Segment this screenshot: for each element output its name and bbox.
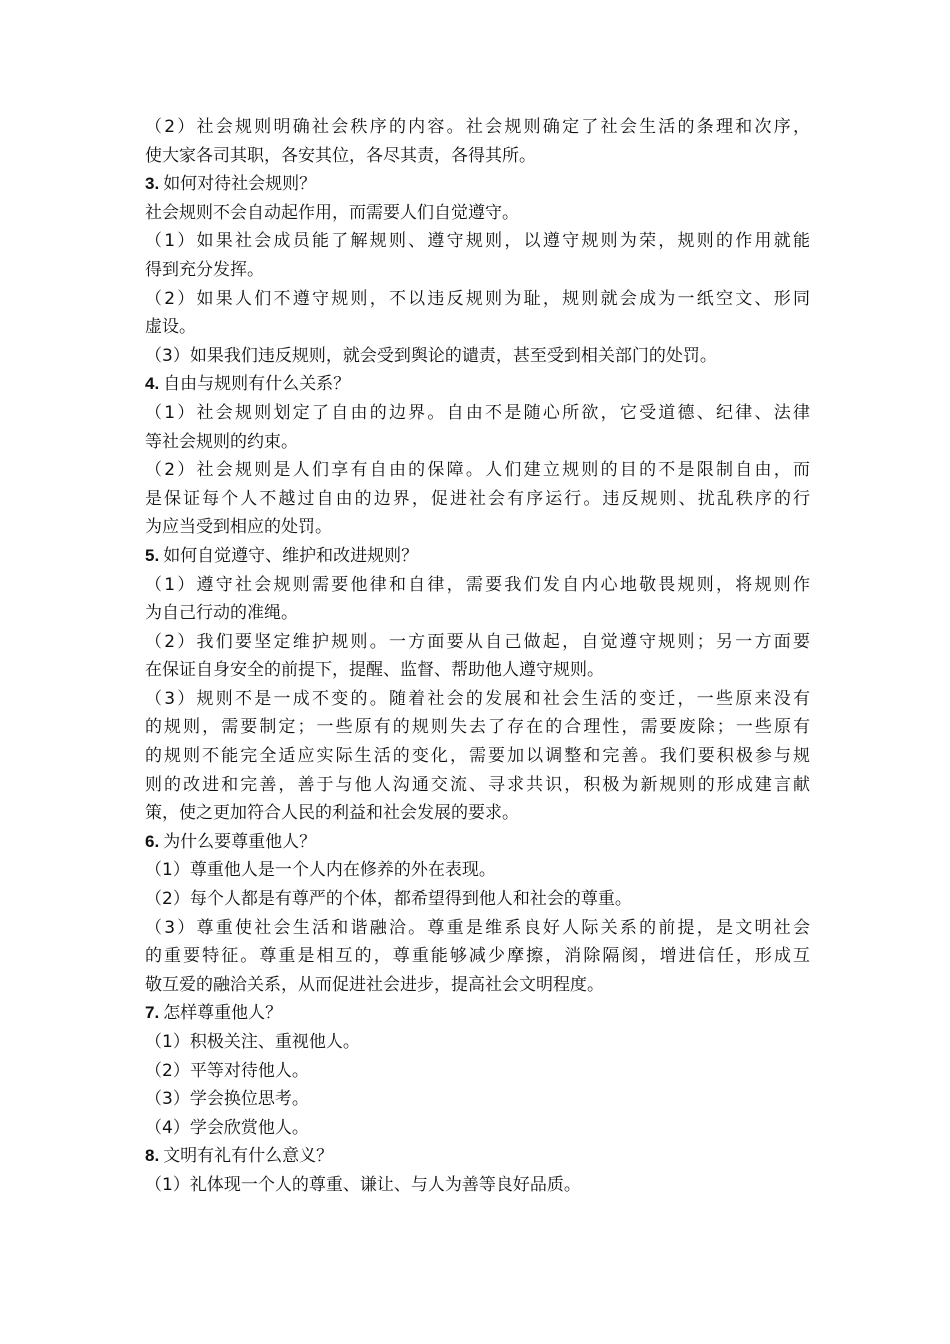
line-text: （2）如果人们不遵守规则，不以违反规则为耻，规则就会成为一纸空文、形同 xyxy=(145,288,810,309)
line-text: （2）每个人都是有尊严的个体，都希望得到他人和社会的尊重。 xyxy=(145,889,632,910)
line-text: （1）如果社会成员能了解规则、遵守规则，以遵守规则为荣，规则的作用就能 xyxy=(145,231,810,252)
text-line xyxy=(145,971,810,1000)
text-line xyxy=(145,799,810,828)
text-line xyxy=(145,942,810,971)
text-line xyxy=(145,856,810,885)
text-line xyxy=(145,914,810,943)
line-text: 为应当受到相应的处罚。 xyxy=(145,517,332,538)
heading-number: 3. xyxy=(145,174,160,194)
line-text: （4）学会欣赏他人。 xyxy=(145,1117,309,1138)
question-heading xyxy=(145,828,810,857)
line-text: （1）社会规则划定了自由的边界。自由不是随心所欲，它受道德、纪律、法律 xyxy=(145,402,810,423)
text-line xyxy=(145,713,810,742)
heading-text: 自由与规则有什么关系？ xyxy=(163,374,351,395)
heading-number: 4. xyxy=(145,374,160,394)
line-text: 在保证自身安全的前提下，提醒、监督、帮助他人遵守规则。 xyxy=(145,660,604,681)
text-line xyxy=(145,628,810,657)
line-text: （2）社会规则明确社会秩序的内容。社会规则确定了社会生活的条理和次序， xyxy=(145,117,810,137)
line-text: 的规则，需要制定；一些原有的规则失去了存在的合理性，需要废除；一些原有 xyxy=(145,717,810,738)
text-line xyxy=(145,885,810,914)
line-text: 社会规则不会自动起作用，而需要人们自觉遵守。 xyxy=(145,202,519,223)
line-text: （1）礼体现一个人的尊重、谦让、与人为善等良好品质。 xyxy=(145,1174,581,1195)
line-text: （3）尊重使社会生活和谐融洽。尊重是维系良好人际关系的前提，是文明社会 xyxy=(145,917,810,938)
text-line xyxy=(145,656,810,685)
text-line xyxy=(145,513,810,542)
question-heading xyxy=(145,542,810,571)
line-text: 得到充分发挥。 xyxy=(145,259,264,280)
heading-number: 5. xyxy=(145,545,160,565)
heading-number: 8. xyxy=(145,1146,160,1166)
text-line xyxy=(145,313,810,342)
line-text: 使大家各司其职，各安其位，各尽其责，各得其所。 xyxy=(145,145,536,166)
line-text: 为自己行动的准绳。 xyxy=(145,603,298,624)
heading-text: 如何对待社会规则？ xyxy=(163,174,317,195)
text-line xyxy=(145,685,810,714)
text-line xyxy=(145,1171,810,1200)
line-text: （1）遵守社会规则需要他律和自律，需要我们发自内心地敬畏规则，将规则作 xyxy=(145,574,810,595)
heading-number: 7. xyxy=(145,1003,160,1023)
document-body xyxy=(145,113,810,1200)
text-line xyxy=(145,771,810,800)
question-heading xyxy=(145,1142,810,1171)
text-line xyxy=(145,1057,810,1086)
line-text: 的规则不能完全适应实际生活的变化，需要加以调整和完善。我们要积极参与规 xyxy=(145,746,810,767)
text-line xyxy=(145,1028,810,1057)
line-text: 是保证每个人不越过自由的边界，促进社会有序运行。违反规则、扰乱秩序的行 xyxy=(145,488,810,509)
question-heading xyxy=(145,370,810,399)
heading-text: 文明有礼有什么意义？ xyxy=(163,1146,334,1167)
text-line xyxy=(145,485,810,514)
text-line xyxy=(145,428,810,457)
question-heading xyxy=(145,999,810,1028)
text-line xyxy=(145,1085,810,1114)
line-text: （2）我们要坚定维护规则。一方面要从自己做起，自觉遵守规则；另一方面要 xyxy=(145,631,810,652)
line-text: （2）平等对待他人。 xyxy=(145,1060,309,1081)
text-line xyxy=(145,199,810,228)
line-text: 则的改进和完善，善于与他人沟通交流、寻求共识，积极为新规则的形成建言献 xyxy=(145,774,810,795)
line-text: 敬互爱的融洽关系，从而促进社会进步，提高社会文明程度。 xyxy=(145,974,604,995)
text-line xyxy=(145,1114,810,1143)
heading-text: 为什么要尊重他人？ xyxy=(163,831,317,852)
text-line xyxy=(145,399,810,428)
text-line xyxy=(145,285,810,314)
text-line xyxy=(145,456,810,485)
line-text: 策，使之更加符合人民的利益和社会发展的要求。 xyxy=(145,803,519,824)
line-text: （1）积极关注、重视他人。 xyxy=(145,1032,360,1052)
line-text: （1）尊重他人是一个人内在修养的外在表现。 xyxy=(145,860,496,881)
heading-number: 6. xyxy=(145,831,160,851)
heading-text: 怎样尊重他人？ xyxy=(163,1003,283,1024)
question-heading xyxy=(145,170,810,199)
line-text: （2）社会规则是人们享有自由的保障。人们建立规则的目的不是限制自由，而 xyxy=(145,460,810,481)
line-text: 等社会规则的约束。 xyxy=(145,431,298,452)
heading-text: 如何自觉遵守、维护和改进规则？ xyxy=(163,545,419,566)
line-text: （3）规则不是一成不变的。随着社会的发展和社会生活的变迁，一些原来没有 xyxy=(145,688,810,709)
text-line xyxy=(145,599,810,628)
line-text: 的重要特征。尊重是相互的，尊重能够减少摩擦，消除隔阂，增进信任，形成互 xyxy=(145,946,810,967)
text-line xyxy=(145,342,810,371)
line-text: （3）如果我们违反规则，就会受到舆论的谴责，甚至受到相关部门的处罚。 xyxy=(145,345,717,366)
line-text: （3）学会换位思考。 xyxy=(145,1089,309,1110)
text-line xyxy=(145,113,810,142)
text-line xyxy=(145,256,810,285)
text-line xyxy=(145,571,810,600)
line-text: 虚设。 xyxy=(145,317,196,338)
text-line xyxy=(145,227,810,256)
text-line xyxy=(145,742,810,771)
text-line xyxy=(145,142,810,171)
